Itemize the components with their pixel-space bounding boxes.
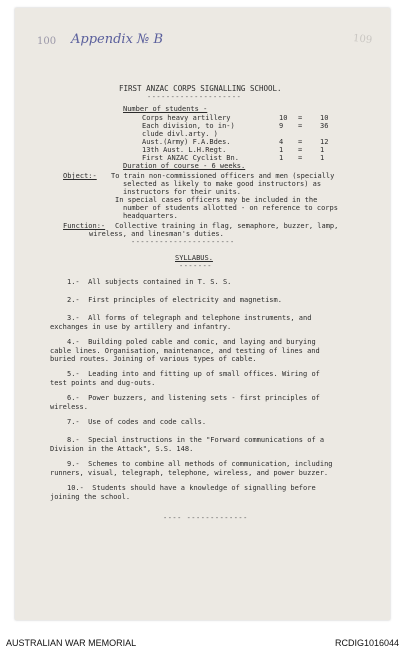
syllabus-item: 8.- Special instructions in the "Forward communications of a Division in the Attack", S.S. 148. (50, 436, 325, 453)
syllabus-item: 3.- All forms of telegraph and telephone instruments, and exchanges in use by artillery and infantry. (50, 314, 312, 331)
course-duration: Duration of course - 6 weeks. (123, 162, 246, 170)
syllabus-item: 6.- Power buzzers, and listening sets - first principles of wireless. (50, 394, 320, 411)
syllabus-item: 1.- All subjects contained in T. S. S. (67, 278, 232, 286)
syllabus-item: 2.- First principles of electricity and magnetism. (67, 296, 282, 304)
syllabus-heading: SYLLABUS. (175, 254, 213, 262)
archive-credit: AUSTRALIAN WAR MEMORIAL (6, 638, 137, 648)
syllabus-item: 7.- Use of codes and code calls. (67, 418, 207, 426)
syllabus-item: 9.- Schemes to combine all methods of communication, including runners, visual, telegraph, telephone, wireless, and power buzzer. (50, 460, 333, 477)
record-id: RCDIG1016044 (334, 638, 399, 648)
object-line: To train non-commissioned officers and men (specially (111, 172, 335, 180)
syllabus-item: 4.- Building poled cable and comic, and laying and burying cable lines. Organisation, maintenance, and testing of lines and buried routes. Joining of various types of cable. (50, 338, 320, 363)
end-rule: ---- ------------- (163, 514, 248, 522)
students-heading: Number of students - (123, 105, 208, 113)
function-line: Collective training in flag, semaphore, buzzer, lamp, (115, 222, 339, 230)
document-title: FIRST ANZAC CORPS SIGNALLING SCHOOL. (119, 84, 282, 93)
function-label: Function:- (63, 222, 106, 230)
object-label: Object:- (63, 172, 97, 180)
syllabus-item: 5.- Leading into and fitting up of small offices. Wiring of test points and dug-outs. (50, 370, 320, 387)
page-number-right: 109 (352, 33, 373, 46)
function-rule: ---------------------- (131, 238, 235, 246)
title-rule: -------------------- (147, 93, 242, 101)
object-line: headquarters. (123, 212, 178, 220)
object-line: instructors for their units. (123, 188, 242, 196)
syllabus-rule: ------- (179, 262, 213, 270)
syllabus-item: 10.- Students should have a knowledge of signalling before joining the school. (50, 484, 316, 501)
page-number-left: 100 (37, 36, 57, 47)
appendix-label: Appendix № B (71, 32, 164, 47)
document-page: 100 Appendix № B 109 FIRST ANZAC CORPS SIGNALLING SCHOOL. -------------------- Number of students - Corps heavy artillery 10 = 10 Each division, to in-) 9 = 36 clude divl.arty. ) Aust.(Army) F.A.Bdes. 4 = 12 13th Aust. L.H.Regt. 1 = 1 First ANZAC Cyclist Bn. 1 = 1 Duration of course - 6 weeks. Object:- To train non-commissioned officers and men (specially selected as likely to make good instructors) as instructors for their units. In special cases officers may be included in the number of students allotted - on reference to corps headquarters. Function:- Collective training in flag, semaphore, buzzer, lamp, wireless, and linesman's duties. ---------------------- SYLLABUS. ------- 1.- All subjects contained in T. S. S. 2.- First principles of electricity and magnetism. 3.- All forms of telegraph and telephone instruments, and exchanges in use by artillery and infantry. 4.- Building poled cable and comic, and laying and burying cable lines. Organisation, maintenance, and testing of lines and buried routes. Joining of various types of cable. 5.- Leading into and fitting up of small offices. Wiring of test points and dug-outs. 6.- Power buzzers, and listening sets - first principles of wireless. 7.- Use of codes and code calls. 8.- Special instructions in the "Forward communications of a Division in the Attack", S.S. 148. 9.- Schemes to combine all methods of communication, including runners, visual, telegraph, telephone, wireless, and power buzzer. 10.- Students should have a knowledge of signalling before joining the school. ---- ------------- (15, 8, 390, 620)
function-line: wireless, and linesman's duties. (89, 230, 224, 238)
object-line: In special cases officers may be included in the (115, 196, 318, 204)
object-line: selected as likely to make good instructors) as (123, 180, 322, 188)
object-line: number of students allotted - on reference to corps (123, 204, 338, 212)
